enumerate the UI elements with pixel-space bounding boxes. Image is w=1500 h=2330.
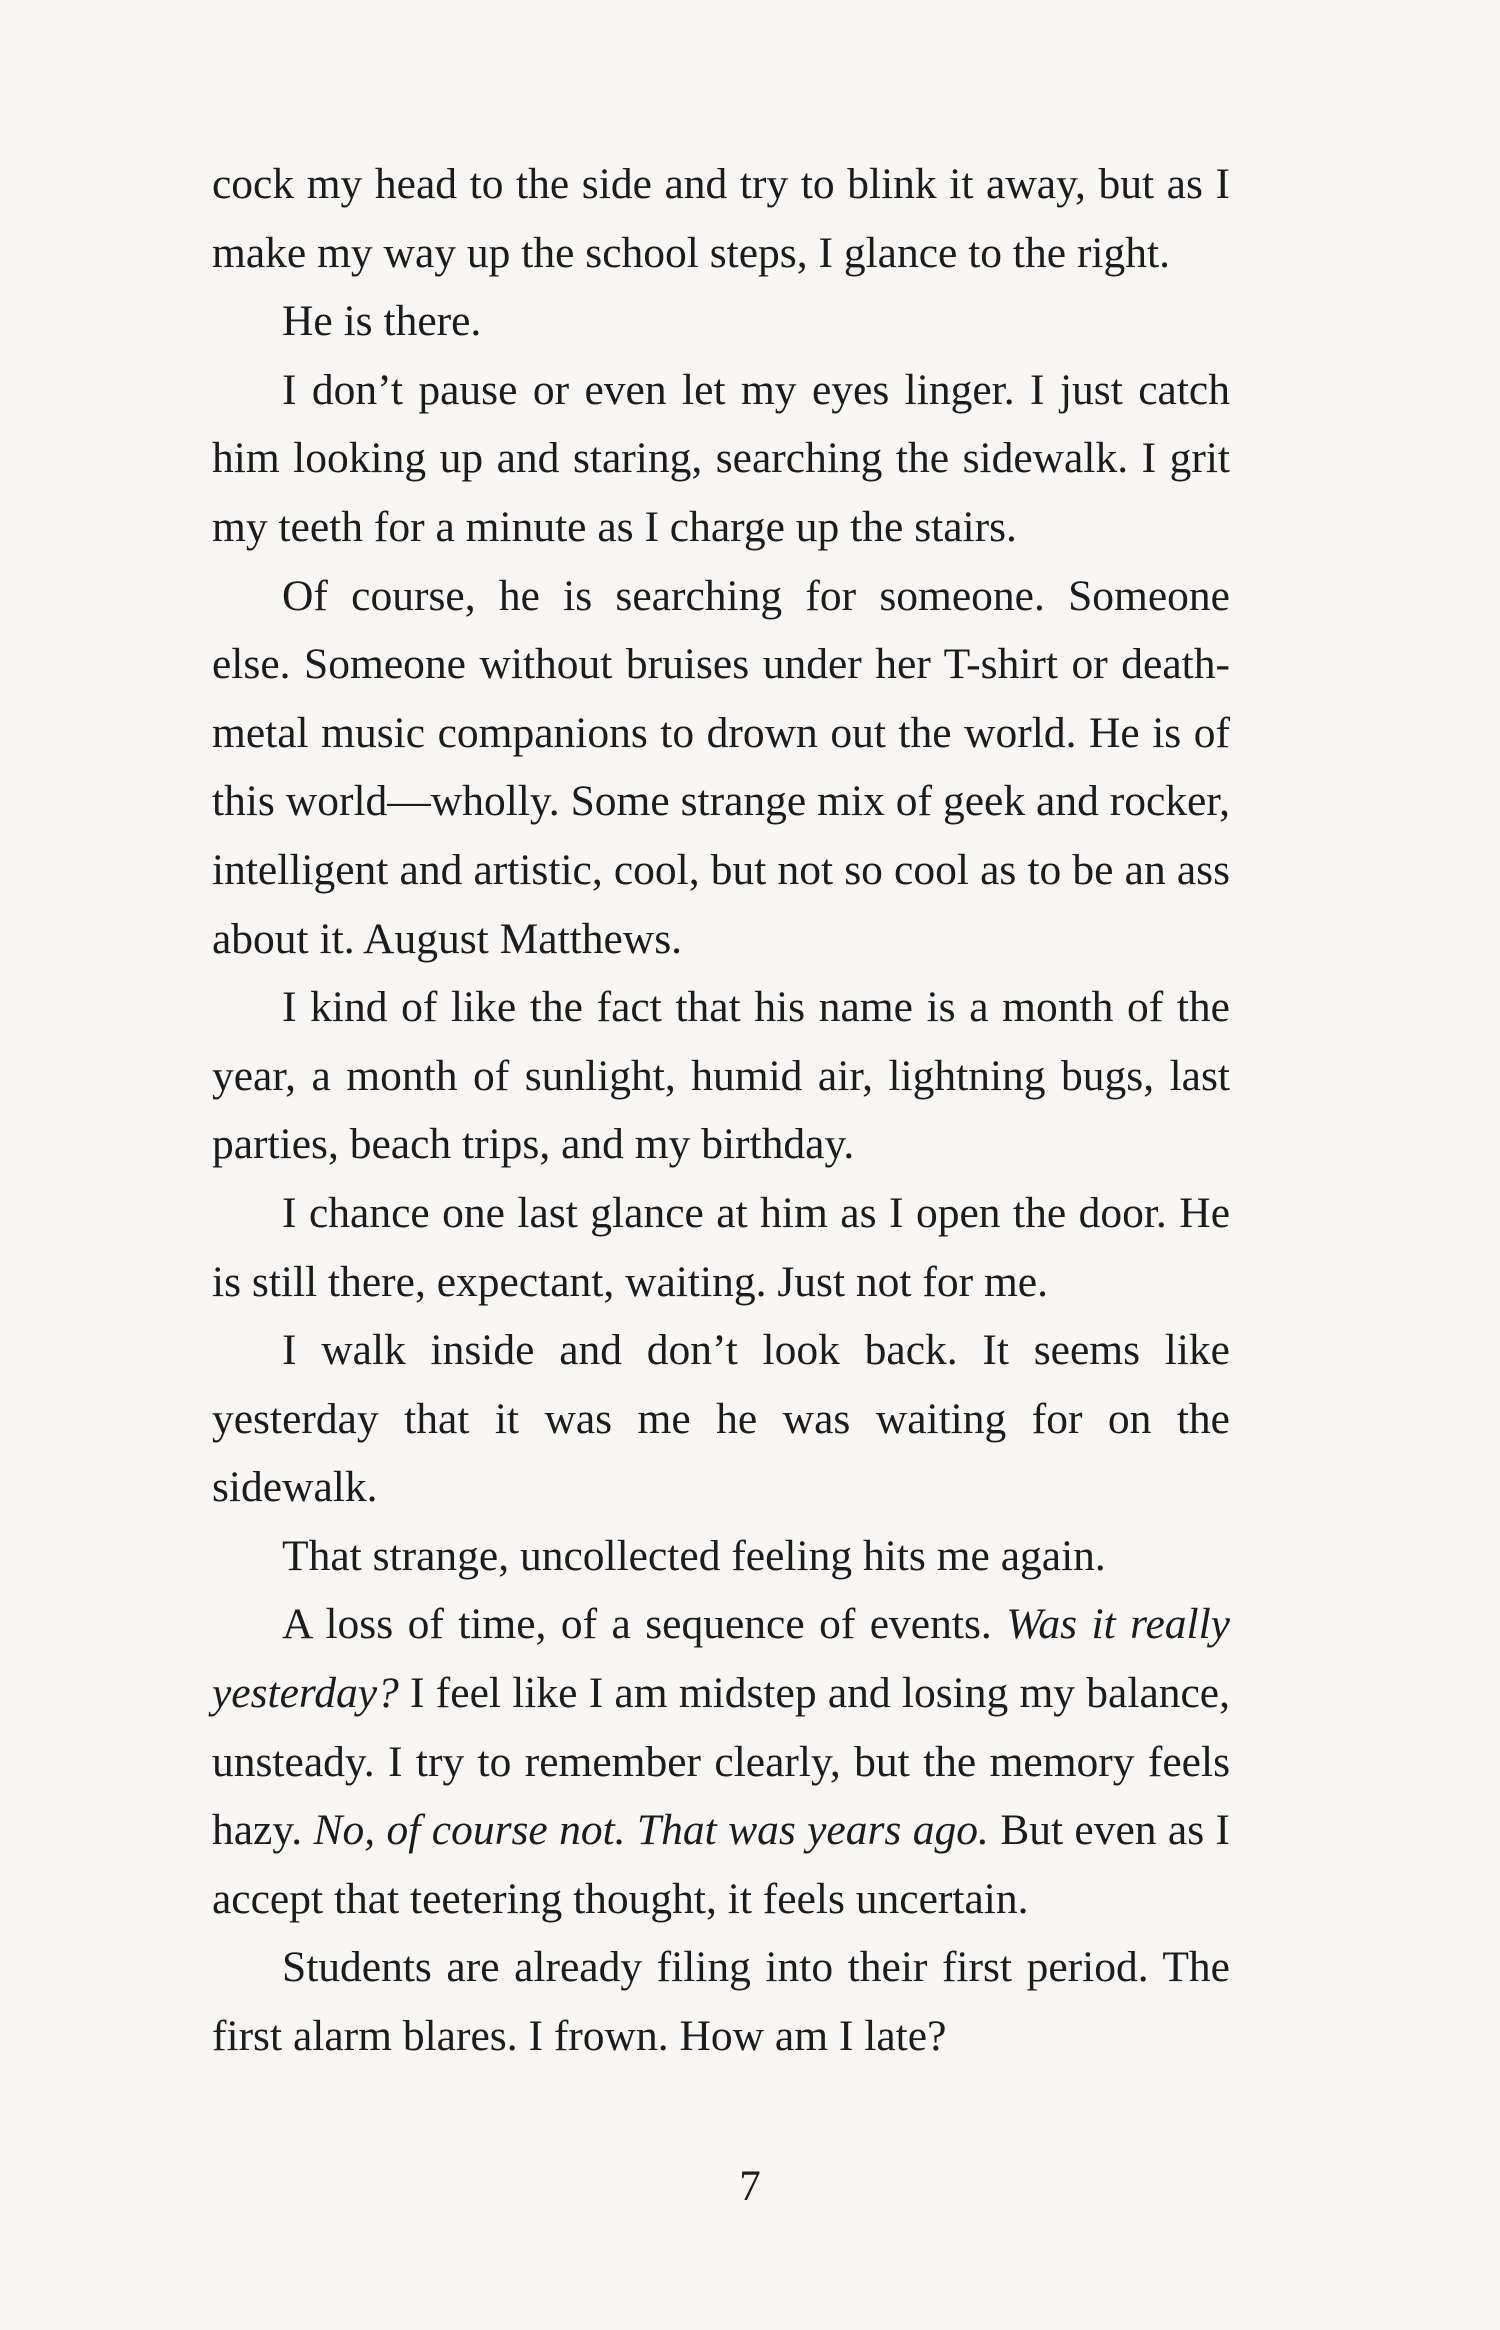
paragraph [212, 150, 1230, 287]
paragraph-text: He is there. [282, 297, 482, 346]
paragraph [212, 562, 1230, 974]
page-number: 7 [739, 2163, 761, 2210]
italic-thought: No, of course not. That was years ago. [313, 1806, 989, 1855]
paragraph [212, 973, 1230, 1179]
paragraph-text: Of course, he is searching for someone. Someone else. Someone without bruises under her T-shirt or death-metal music companions to drown out the world. He is of this world—wholly. Some strange mix of geek and rocker, intelligent and artistic, cool, but not so cool as to be an ass about it. August Matthews. [212, 571, 1230, 963]
paragraph-text: I walk inside and don’t look back. It seems like yesterday that it was me he was waiting for on the sidewalk. [212, 1326, 1230, 1512]
italic-thought: Was it really yesterday? [212, 1600, 1230, 1718]
paragraph-text: Students are already filing into their first period. The first alarm blares. I frown. How am I late? [212, 1943, 1230, 2061]
paragraph-text: cock my head to the side and try to blink it away, but as I make my way up the school steps, I glance to the right. [212, 160, 1230, 277]
paragraph-text: I feel like I am midstep and losing my balance, unsteady. I try to remember clearly, but the memory feels hazy. [212, 1669, 1230, 1855]
paragraph-text: I don’t pause or even let my eyes linger. I just catch him looking up and staring, searching the sidewalk. I grit my teeth for a minute as I charge up the stairs. [212, 365, 1230, 551]
paragraph [212, 1933, 1230, 2070]
paragraph [212, 287, 1230, 356]
paragraph [212, 1590, 1230, 1933]
paragraph [212, 1316, 1230, 1522]
paragraph-text: A loss of time, of a sequence of events. [282, 1600, 1007, 1649]
paragraph-text: I chance one last glance at him as I open the door. He is still there, expectant, waiting. Just not for me. [212, 1188, 1230, 1306]
paragraph [212, 356, 1230, 562]
paragraph-text: I kind of like the fact that his name is a month of the year, a month of sunlight, humid air, lightning bugs, last parties, beach trips, and my birthday. [212, 983, 1230, 1169]
body-text [212, 150, 1230, 2071]
paragraph-text: That strange, uncollected feeling hits me again. [282, 1531, 1106, 1580]
paragraph-text: But even as I accept that teetering thought, it feels uncertain. [212, 1806, 1230, 1923]
paragraph [212, 1179, 1230, 1316]
paragraph [212, 1522, 1230, 1591]
